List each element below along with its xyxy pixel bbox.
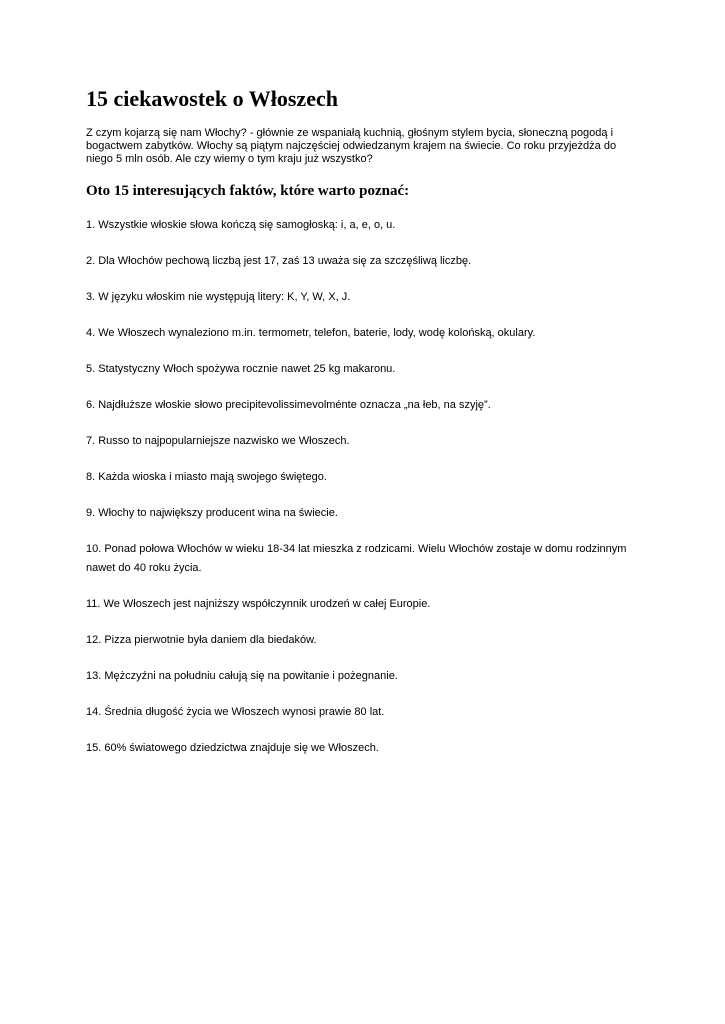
fact-item: 6. Najdłuższe włoskie słowo precipitevolissimevolménte oznacza „na łeb, na szyję”. (86, 399, 491, 411)
facts-list (86, 216, 646, 775)
fact-item: 4. We Włoszech wynaleziono m.in. termometr, telefon, baterie, lody, wodę kolońską, okulary. (86, 327, 536, 339)
fact-item: 9. Włochy to największy producent wina na świecie. (86, 507, 338, 519)
fact-item: 3. W języku włoskim nie występują litery: K, Y, W, X, J. (86, 291, 351, 303)
facts-heading: Oto 15 interesujących faktów, które warto poznać: (86, 183, 410, 199)
fact-item: 14. Średnia długość życia we Włoszech wynosi prawie 80 lat. (86, 706, 385, 718)
fact-item: 2. Dla Włochów pechową liczbą jest 17, zaś 13 uważa się za szczęśliwą liczbę. (86, 255, 472, 267)
fact-item: 11. We Włoszech jest najniższy współczynnik urodzeń w całej Europie. (86, 598, 431, 610)
fact-item: 12. Pizza pierwotnie była daniem dla biedaków. (86, 634, 317, 646)
fact-item: 13. Mężczyźni na południu całują się na powitanie i pożegnanie. (86, 670, 398, 682)
intro-paragraph: Z czym kojarzą się nam Włochy? - głównie ze wspaniałą kuchnią, głośnym stylem bycia, słoneczną pogodą i bogactwem zabytków. Włochy są piątym najczęściej odwiedzanym krajem na świecie. Co roku przyjeżdża do niego 5 mln osób. Ale czy wiemy o tym kraju już wszystko? (86, 127, 617, 165)
fact-item: 15. 60% światowego dziedzictwa znajduje się we Włoszech. (86, 742, 379, 754)
fact-item: 1. Wszystkie włoskie słowa kończą się samogłoską: i, a, e, o, u. (86, 219, 396, 231)
document-title: 15 ciekawostek o Włoszech (86, 86, 338, 111)
fact-item: 8. Każda wioska i miasto mają swojego świętego. (86, 471, 327, 483)
fact-item: 7. Russo to najpopularniejsze nazwisko we Włoszech. (86, 435, 350, 447)
fact-item: 10. Ponad połowa Włochów w wieku 18-34 lat mieszka z rodzicami. Wielu Włochów zostaje w domu rodzinnym nawet do 40 roku życia. (86, 543, 627, 574)
fact-item: 5. Statystyczny Włoch spożywa rocznie nawet 25 kg makaronu. (86, 363, 396, 375)
